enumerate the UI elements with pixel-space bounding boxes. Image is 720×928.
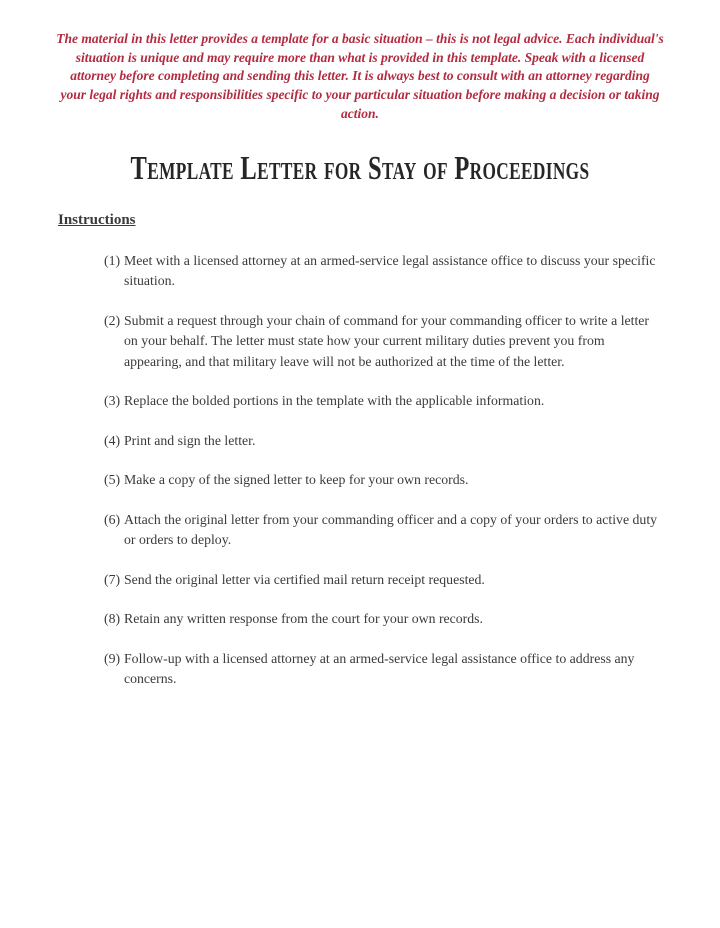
instruction-item [104, 470, 664, 491]
instruction-item [104, 311, 664, 373]
page-title: Template Letter for Stay of Proceedings [130, 149, 590, 187]
instruction-text: Follow-up with a licensed attorney at an armed-service legal assistance office to address any concerns. [124, 650, 635, 687]
instruction-number: (6) [104, 511, 121, 527]
instruction-item [104, 510, 664, 551]
instruction-text: Meet with a licensed attorney at an armed-service legal assistance office to discuss your specific situation. [124, 252, 656, 289]
instruction-text: Print and sign the letter. [124, 432, 256, 448]
instruction-number: (9) [104, 650, 121, 666]
instructions-heading: Instructions [58, 211, 136, 228]
instruction-number: (1) [104, 252, 121, 268]
disclaimer-text: The material in this letter provides a template for a basic situation – this is not legal advice. Each individual's situation is unique and may require more than what is provided in this template. Speak with a licensed attorney before completing and sending this letter. It is always best to consult with an attorney regarding your legal rights and responsibilities specific to your particular situation before making a decision or taking action. [56, 31, 664, 121]
instruction-number: (4) [104, 432, 121, 448]
instruction-item [104, 251, 664, 292]
instruction-item [104, 649, 664, 690]
instruction-text: Replace the bolded portions in the template with the applicable information. [124, 393, 545, 409]
instruction-number: (3) [104, 393, 121, 409]
instruction-text: Submit a request through your chain of command for your commanding officer to write a letter on your behalf. The letter must state how your current military duties prevent you from appearing, and that military leave will not be authorized at the time of the letter. [124, 312, 650, 369]
instruction-text: Make a copy of the signed letter to keep for your own records. [124, 472, 469, 488]
instruction-text: Retain any written response from the court for your own records. [124, 611, 483, 627]
instruction-text: Attach the original letter from your commanding officer and a copy of your orders to active duty or orders to deploy. [124, 511, 658, 548]
instruction-number: (8) [104, 611, 121, 627]
instructions-list [104, 251, 664, 690]
instruction-number: (5) [104, 472, 121, 488]
instruction-item [104, 391, 664, 412]
instruction-text: Send the original letter via certified mail return receipt requested. [124, 571, 485, 587]
instruction-number: (2) [104, 312, 121, 328]
instruction-item [104, 609, 664, 630]
instruction-number: (7) [104, 571, 121, 587]
instruction-item [104, 431, 664, 452]
instruction-item [104, 570, 664, 591]
